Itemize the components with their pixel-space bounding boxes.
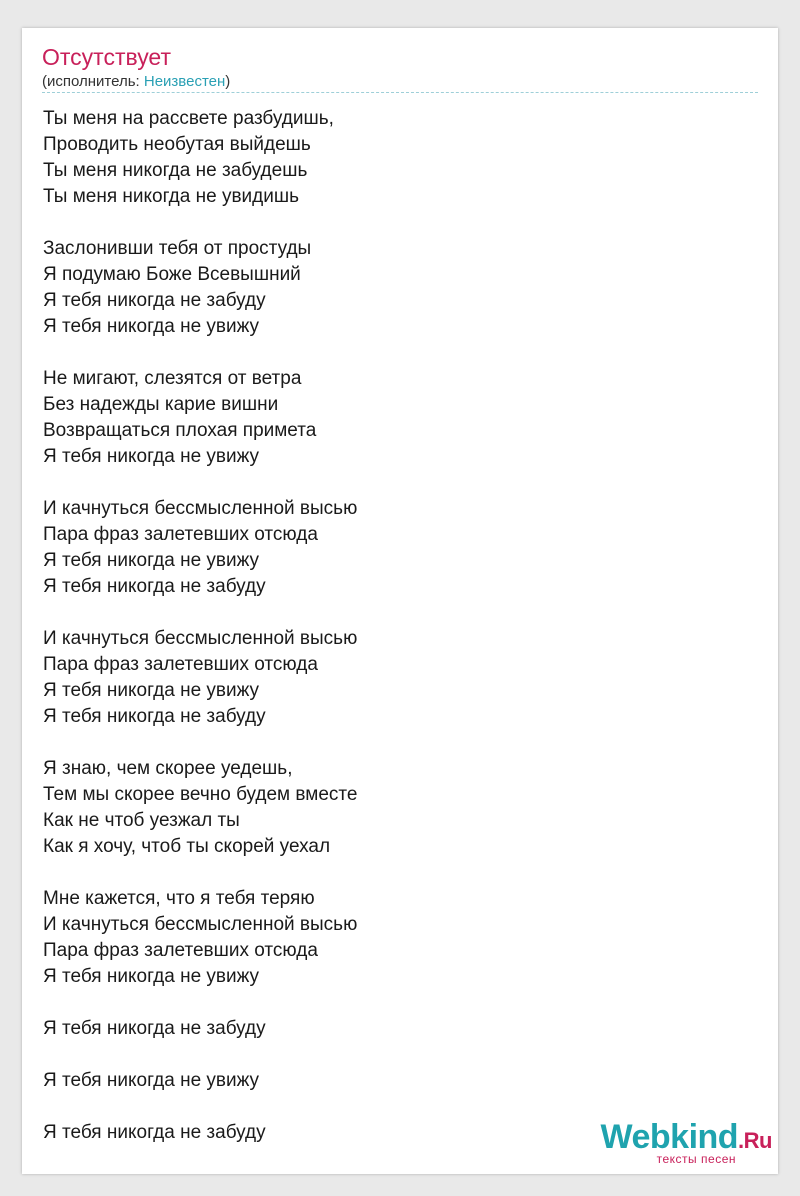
lyric-line: Я тебя никогда не забуду xyxy=(43,1122,266,1143)
lyric-line: Мне кажется, что я тебя теряю xyxy=(43,888,315,909)
lyric-line: Я знаю, чем скорее уедешь, xyxy=(43,758,293,779)
lyric-line: Ты меня никогда не забудешь xyxy=(43,160,308,181)
lyric-line: Возвращаться плохая примета xyxy=(43,420,317,441)
stanza xyxy=(43,496,758,600)
lyric-line: Я тебя никогда не забуду xyxy=(43,576,266,597)
lyric-line: Пара фраз залетевших отсюда xyxy=(43,940,318,961)
header-divider xyxy=(42,92,758,93)
artist-line xyxy=(42,72,230,92)
lyric-line: Ты меня никогда не увидишь xyxy=(43,186,299,207)
stanza xyxy=(43,1068,758,1094)
lyric-line: Я тебя никогда не забуду xyxy=(43,1018,266,1039)
logo-tagline: тексты песен xyxy=(656,1152,736,1166)
logo-tld: .Ru xyxy=(738,1128,772,1153)
lyric-line: Ты меня на рассвете разбудишь, xyxy=(43,108,334,129)
lyric-line: Я тебя никогда не увижу xyxy=(43,316,260,337)
lyric-line: Я тебя никогда не забуду xyxy=(43,706,266,727)
lyrics-body xyxy=(43,106,758,1172)
lyric-line: Я тебя никогда не увижу xyxy=(43,966,260,987)
webkind-logo[interactable] xyxy=(572,1118,772,1166)
stanza xyxy=(43,236,758,340)
lyric-line: Я тебя никогда не увижу xyxy=(43,446,260,467)
lyric-line: Не мигают, слезятся от ветра xyxy=(43,368,302,389)
lyric-line: Я тебя никогда не увижу xyxy=(43,1070,260,1091)
lyric-line: Заслонивши тебя от простуды xyxy=(43,238,312,259)
stanza xyxy=(43,626,758,730)
lyric-line: Я подумаю Боже Всевышний xyxy=(43,264,301,285)
stanza xyxy=(43,1016,758,1042)
lyric-line: Пара фраз залетевших отсюда xyxy=(43,524,318,545)
stanza xyxy=(43,886,758,990)
stanza xyxy=(43,756,758,860)
artist-link[interactable]: Неизвестен xyxy=(143,73,226,90)
artist-suffix: ) xyxy=(225,73,231,90)
lyric-line: Без надежды карие вишни xyxy=(43,394,279,415)
stanza xyxy=(43,366,758,470)
lyric-line: И качнуться бессмысленной высью xyxy=(43,914,358,935)
lyric-line: Пара фраз залетевших отсюда xyxy=(43,654,318,675)
lyric-line: Как я хочу, чтоб ты скорей уехал xyxy=(43,836,331,857)
lyric-line: Я тебя никогда не забуду xyxy=(43,290,266,311)
lyric-line: Я тебя никогда не увижу xyxy=(43,680,260,701)
lyric-line: Проводить необутая выйдешь xyxy=(43,134,311,155)
stanza xyxy=(43,106,758,210)
lyric-line: Тем мы скорее вечно будем вместе xyxy=(43,784,358,805)
lyric-line: Я тебя никогда не увижу xyxy=(43,550,260,571)
logo-name: Webkind xyxy=(600,1118,739,1156)
lyric-line: Как не чтоб уезжал ты xyxy=(43,810,240,831)
artist-prefix: (исполнитель: xyxy=(42,73,144,90)
lyric-line: И качнуться бессмысленной высью xyxy=(43,628,358,649)
lyric-line: И качнуться бессмысленной высью xyxy=(43,498,358,519)
song-title: Отсутствует xyxy=(42,44,171,70)
lyrics-card xyxy=(22,28,778,1174)
